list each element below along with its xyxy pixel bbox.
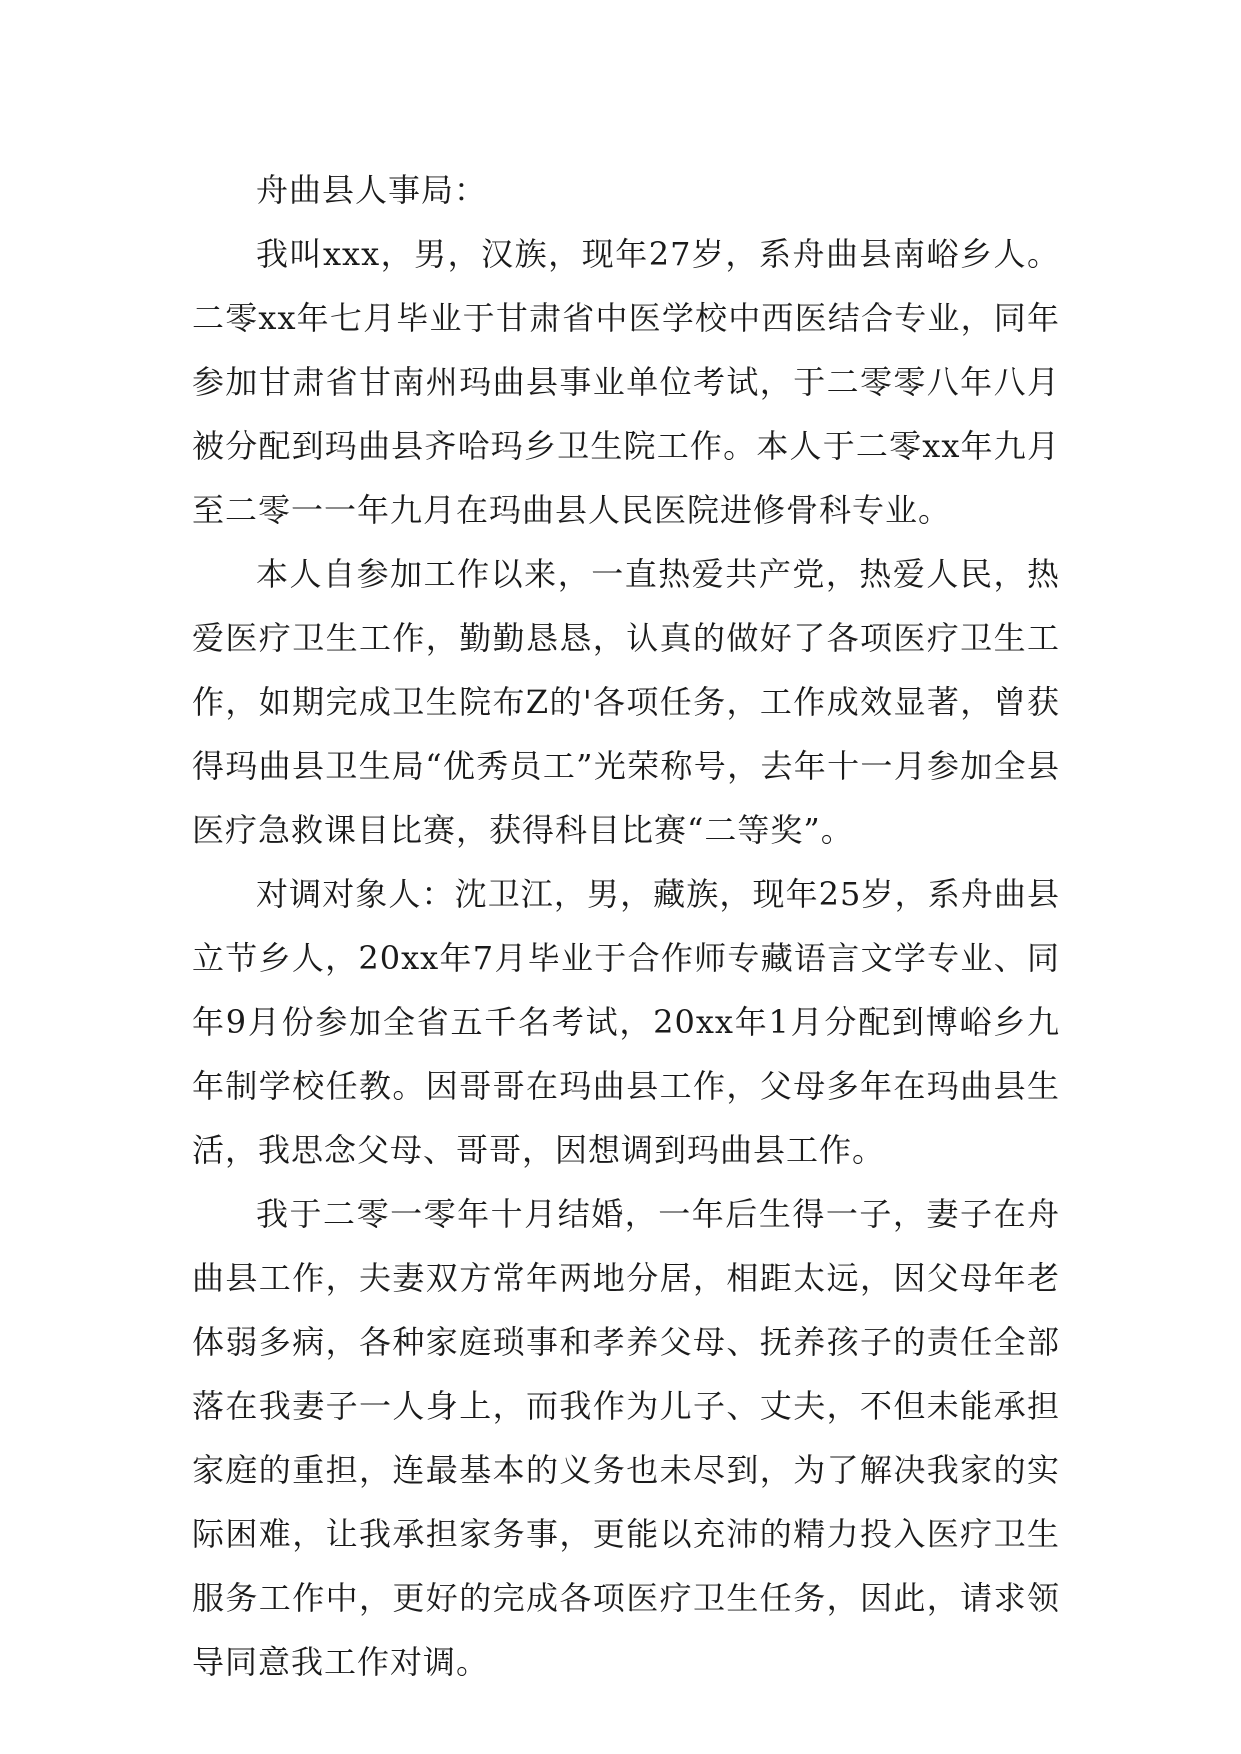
paragraph-swap-partner: 对调对象人：沈卫江，男，藏族，现年25岁，系舟曲县立节乡人，20xx年7月毕业于合作师专藏语言文学专业、同年9月份参加全省五千名考试，20xx年1月分配到博峪乡九年制学校任教。因哥哥在玛曲县工作，父母多年在玛曲县生活，我思念父母、哥哥，因想调到玛曲县工作。 — [192, 875, 1060, 1169]
paragraph-family-reason: 我于二零一零年十月结婚，一年后生得一子，妻子在舟曲县工作，夫妻双方常年两地分居，相距太远，因父母年老体弱多病，各种家庭琐事和孝养父母、抚养孩子的责任全部落在我妻子一人身上，而我作为儿子、丈夫，不但未能承担家庭的重担，连最基本的义务也未尽到，为了解决我家的实际困难，让我承担家务事，更能以充沛的精力投入医疗卫生服务工作中，更好的完成各项医疗卫生任务，因此，请求领导同意我工作对调。 — [192, 1195, 1060, 1681]
letter-body — [192, 158, 1060, 1694]
salutation: 舟曲县人事局： — [256, 171, 488, 209]
paragraph-personal-info: 我叫xxx，男，汉族，现年27岁，系舟曲县南峪乡人。二零xx年七月毕业于甘肃省中医学校中西医结合专业，同年参加甘肃省甘南州玛曲县事业单位考试，于二零零八年八月被分配到玛曲县齐哈玛乡卫生院工作。本人于二零xx年九月至二零一一年九月在玛曲县人民医院进修骨科专业。 — [192, 235, 1060, 529]
paragraph-work-record: 本人自参加工作以来，一直热爱共产党，热爱人民，热爱医疗卫生工作，勤勤恳恳，认真的做好了各项医疗卫生工作，如期完成卫生院布Z的'各项任务，工作成效显著，曾获得玛曲县卫生局“优秀员工”光荣称号，去年十一月参加全县医疗急救课目比赛，获得科目比赛“二等奖”。 — [192, 555, 1060, 849]
